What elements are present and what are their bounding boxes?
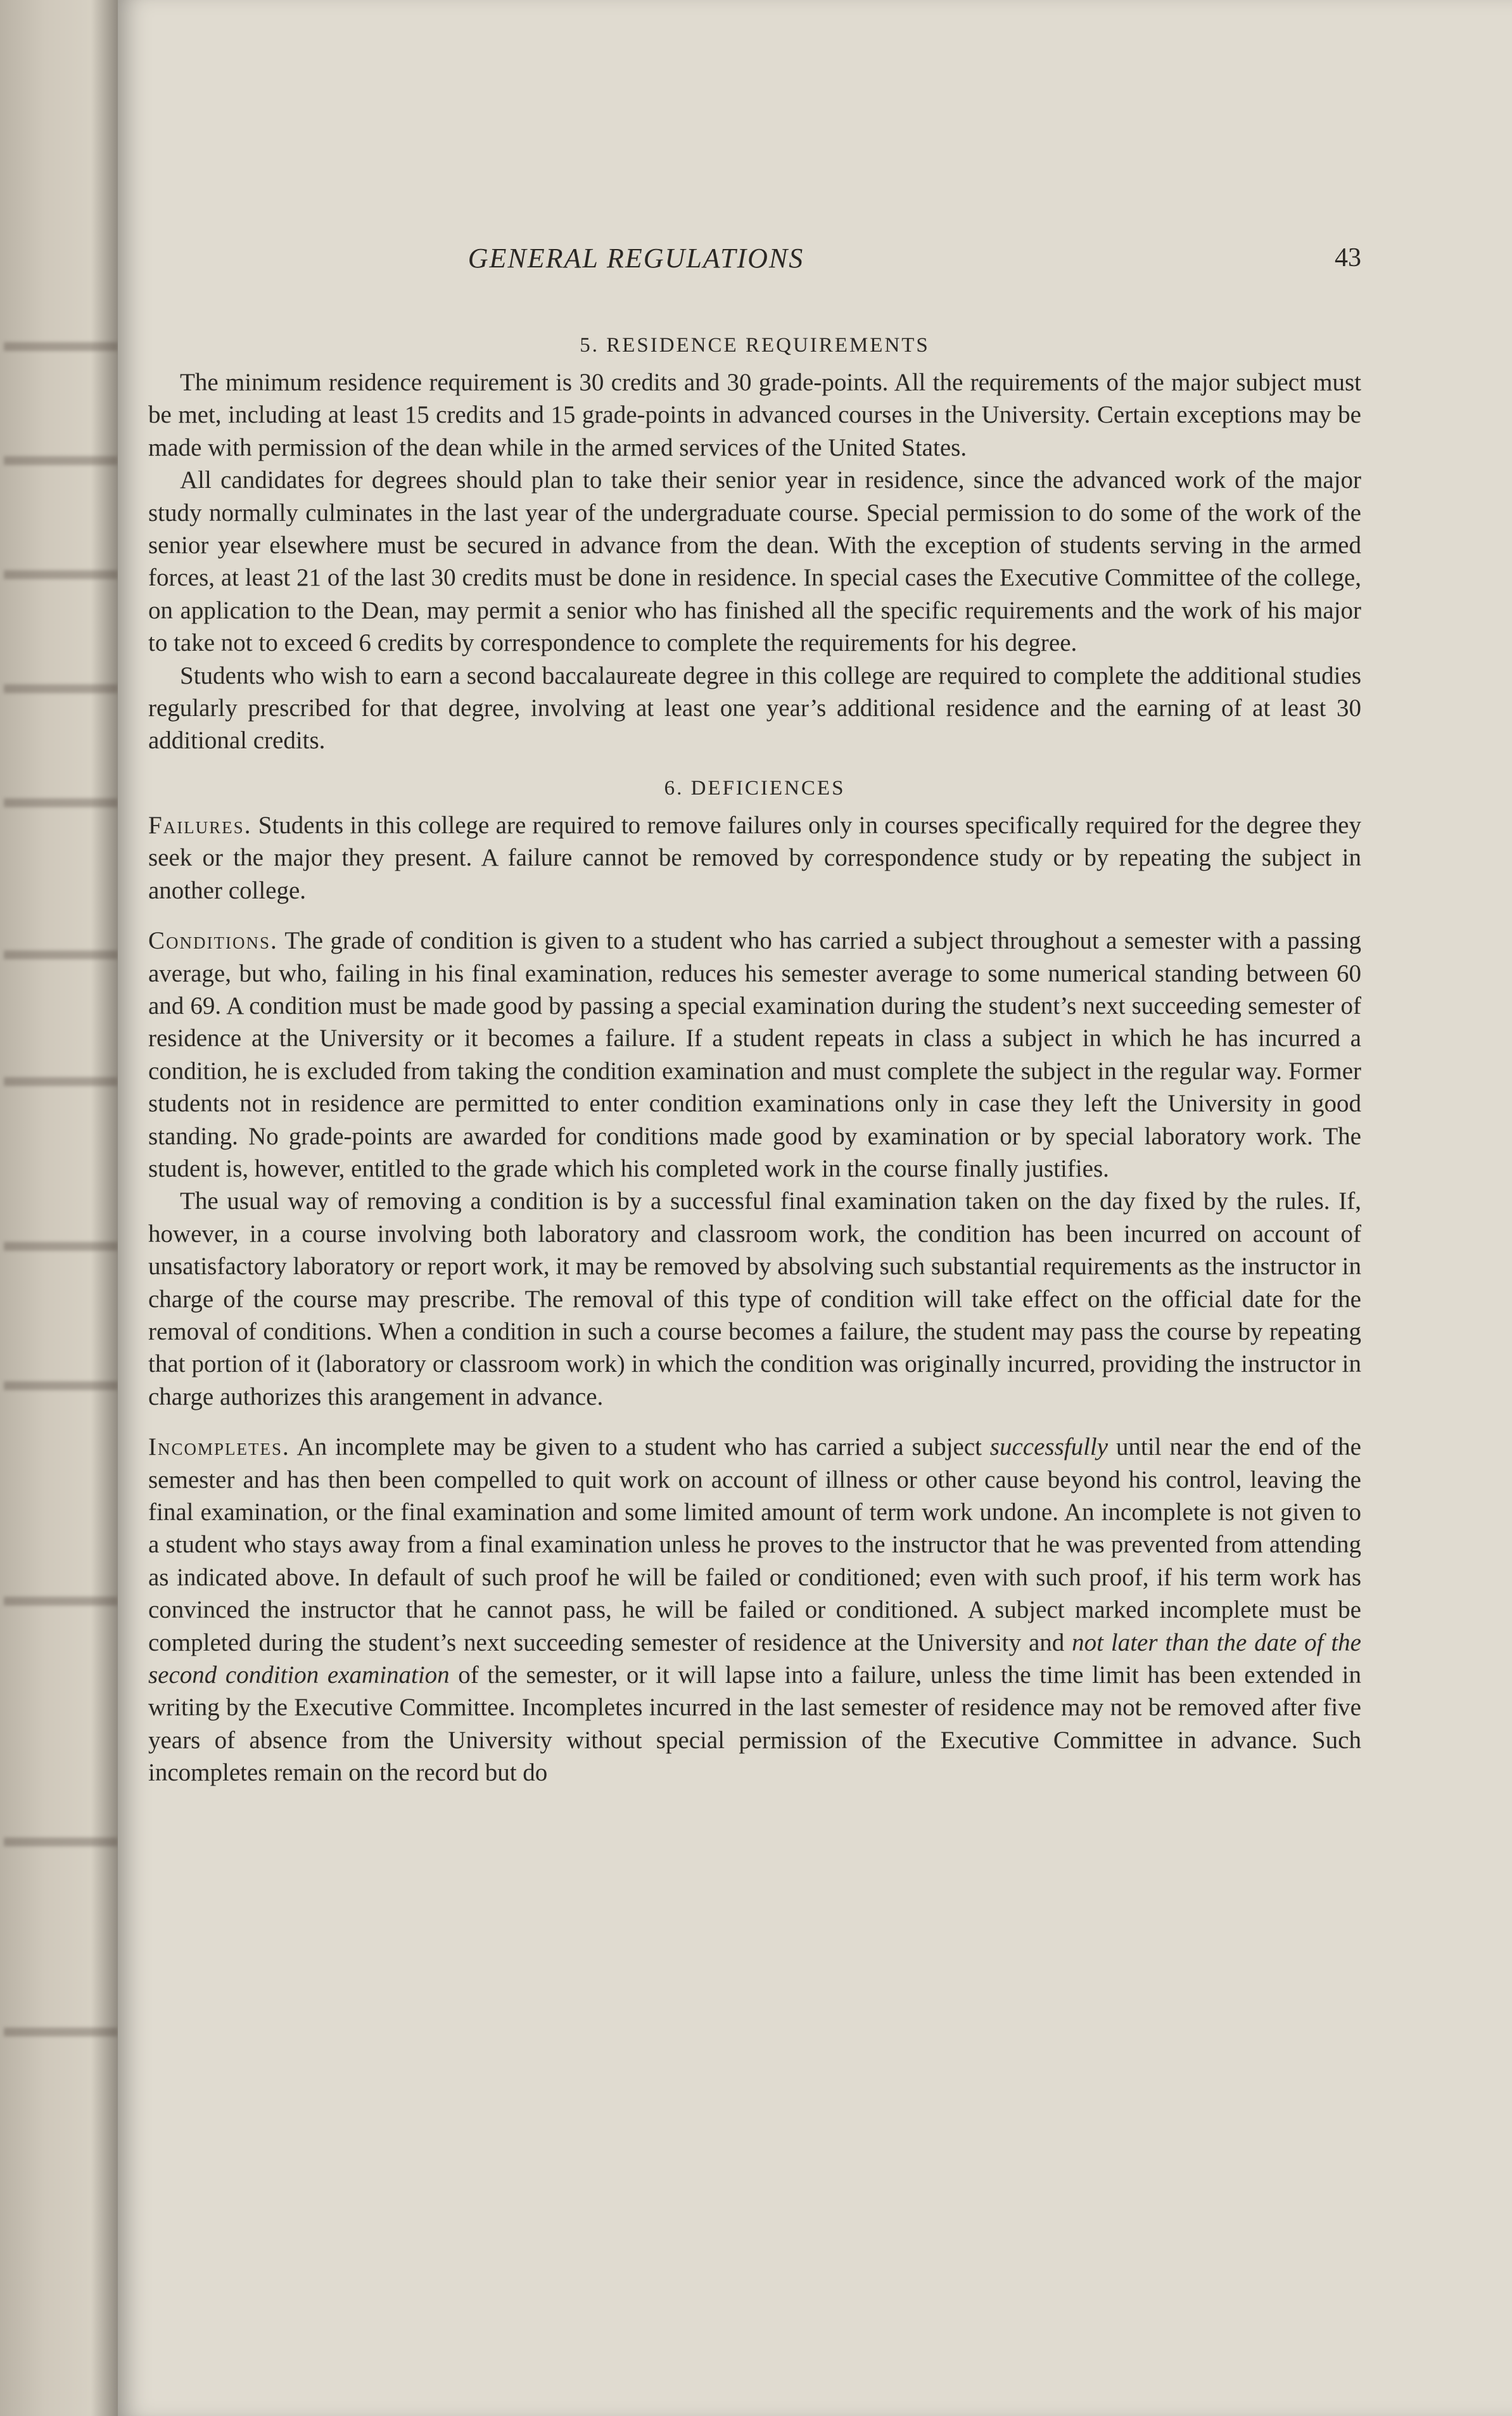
bleed-through-line bbox=[4, 684, 118, 693]
bleed-through-line bbox=[4, 950, 118, 959]
bleed-through-line bbox=[4, 570, 118, 579]
bleed-through-line bbox=[4, 798, 118, 807]
bleed-through-line bbox=[4, 1597, 118, 1606]
italic-text: successfully bbox=[989, 1433, 1109, 1461]
previous-page-edge bbox=[0, 0, 130, 2416]
run-in-heading-failures: Failures. bbox=[148, 811, 252, 839]
bleed-through-line bbox=[4, 1838, 118, 1846]
bleed-through-line bbox=[4, 1381, 118, 1390]
paragraph-incompletes bbox=[148, 1431, 1361, 1789]
paragraph-text: An incomplete may be given to a student who has carried a subject bbox=[289, 1433, 990, 1461]
bleed-through-line bbox=[4, 342, 118, 351]
paragraph-conditions bbox=[148, 924, 1361, 1185]
page-header bbox=[148, 242, 1361, 280]
book-page bbox=[118, 0, 1512, 2416]
section-heading-residence: 5. RESIDENCE REQUIREMENTS bbox=[580, 334, 930, 357]
bleed-through-line bbox=[4, 1077, 118, 1086]
paragraph: The minimum residence requirement is 30 credits and 30 grade-points. All the requirements of the major subject must be met, including at least 15 credits and 15 grade-points in advanced courses in the University. Certain exceptions may be made with permission of the dean while in the armed services of the United States. bbox=[148, 369, 1361, 461]
running-head: GENERAL REGULATIONS bbox=[467, 243, 804, 274]
paragraph: Students who wish to earn a second baccalaureate degree in this college are required to complete the additional studies regularly prescribed for that degree, involving at least one year’s additional residence and the earning of at least 30 additional credits. bbox=[148, 662, 1361, 755]
paragraph-text: The grade of condition is given to a student who has carried a subject throughout a semester with a passing average, but who, failing in his final examination, reduces his semester average to some numerical standing between 60 and 69. A condition must be made good by passing a special examination during the student’s next succeeding semester of residence at the University or it becomes a failure. If a student repeats in class a subject in which he has incurred a condition, he is excluded from taking the condition examination and must complete the subject in the regular way. Former students not in residence are permitted to enter condition examinations only in case they left the University in good standing. No grade-points are awarded for conditions made good by examination or by special laboratory work. The student is, however, entitled to the grade which his completed work in the course finally justifies. bbox=[148, 927, 1361, 1182]
paragraph: The usual way of removing a condition is by a successful final examination taken on the day fixed by the rules. If, however, in a course involving both laboratory and classroom work, the condition has been incurred on account of unsatisfactory laboratory or report work, it may be removed by absolving such substantial requirements as the instructor in charge of the course may prescribe. The removal of this type of condition will take effect on the official date for the removal of conditions. When a condition in such a course becomes a failure, the student may pass the course by repeating that portion of it (laboratory or classroom work) in which the condition was originally incurred, providing the instructor in charge authorizes this arangement in advance. bbox=[148, 1187, 1361, 1410]
paragraph-text: Students in this college are required to remove failures only in courses specifically required for the degree they seek or the major they present. A failure cannot be removed by correspondence study or by repeating the subject in another college. bbox=[148, 811, 1361, 904]
paragraph-failures bbox=[148, 809, 1361, 907]
section-heading-deficiencies: 6. DEFICIENCES bbox=[664, 776, 846, 800]
run-in-heading-conditions: Conditions. bbox=[148, 927, 278, 955]
run-in-heading-incompletes: Incompletes. bbox=[148, 1433, 290, 1461]
page-content bbox=[148, 242, 1361, 1789]
paragraph-text: of the semester, or it will lapse into a failure, unless the time limit has been extended in writing by the Executive Committee. Incompletes incurred in the last semester of residence may not be removed after five years of absence from the University without special permission of the Executive Committee in advance. Such incompletes remain on the record but do bbox=[148, 1661, 1362, 1787]
bleed-through-line bbox=[4, 2028, 118, 2036]
italic-text: not later than the date of the second condition examination bbox=[148, 1628, 1361, 1689]
paragraph: All candidates for degrees should plan to take their senior year in residence, since the advanced work of the major study normally culminates in the last year of the undergraduate course. Special permission to do some of the work of the senior year elsewhere must be secured in advance from the dean. With the exception of students serving in the armed forces, at least 21 of the last 30 credits must be done in residence. In special cases the Executive Committee of the college, on application to the Dean, may permit a senior who has finished all the specific requirements and the work of his major to take not to exceed 6 credits by correspondence to complete the requirements for his degree. bbox=[148, 466, 1361, 657]
paragraph-text: until near the end of the semester and has then been compelled to quit work on account of illness or other cause beyond his control, leaving the final examination, or the final examination and some limited amount of term work undone. An incomplete is not given to a student who stays away from a final examination unless he proves to the instructor that he was prevented from attending as indicated above. In default of such proof he will be failed or conditioned; even with such proof, if his term work has convinced the instructor that he cannot pass, he will be failed or conditioned. A subject marked incomplete must be completed during the student’s next succeeding semester of residence at the University and bbox=[148, 1433, 1361, 1656]
bleed-through-line bbox=[4, 1242, 118, 1251]
bleed-through-line bbox=[4, 456, 118, 465]
page-number: 43 bbox=[1335, 243, 1361, 272]
